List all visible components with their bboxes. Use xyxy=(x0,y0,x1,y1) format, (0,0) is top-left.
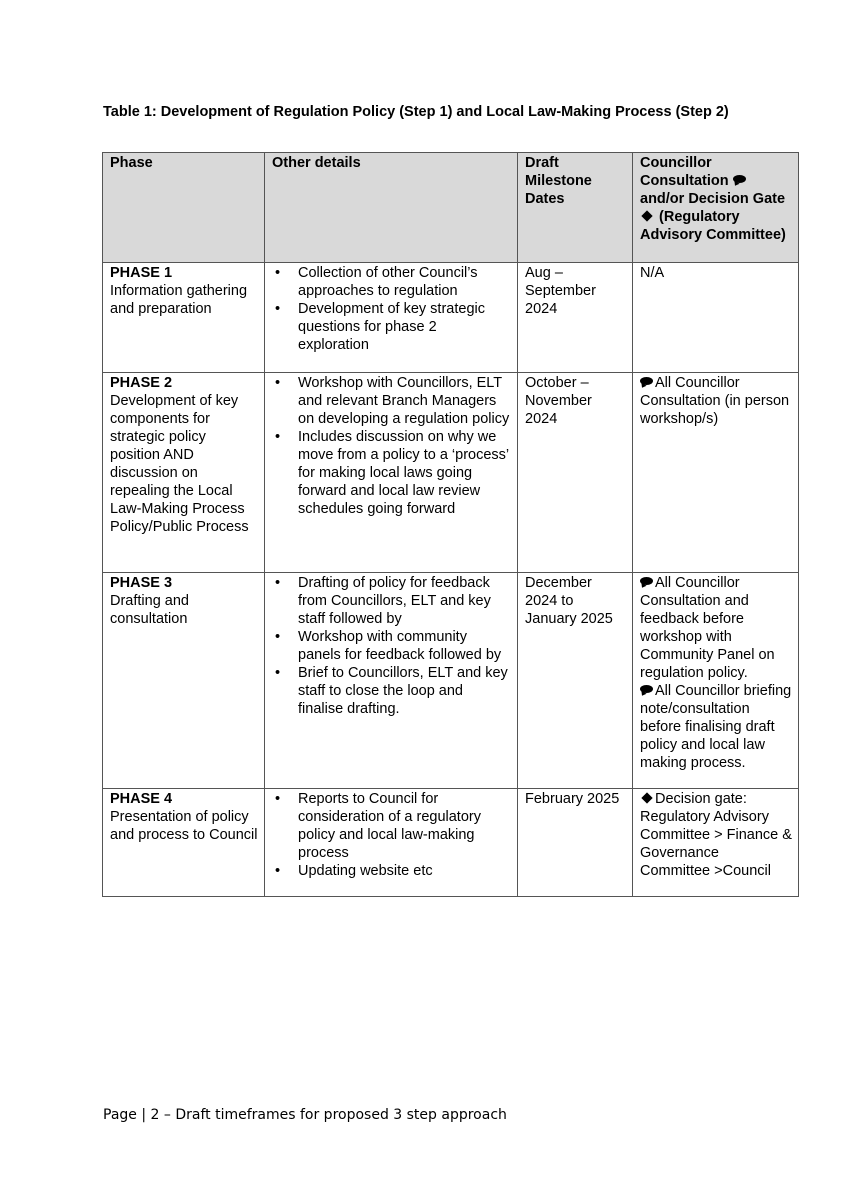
consultation-text: N/A xyxy=(640,265,665,281)
footer-page-word: Page xyxy=(103,1107,137,1123)
table-header-row xyxy=(103,153,799,263)
consultation-item xyxy=(640,574,792,682)
list-item: • Reports to Council for consideration of a regulatory policy and local law-making process xyxy=(272,790,511,862)
dates-cell: October – November 2024 xyxy=(518,373,633,573)
phase-cell xyxy=(103,373,265,573)
list-item: • Workshop with Councillors, ELT and relevant Branch Managers on developing a regulation policy xyxy=(272,374,511,428)
details-cell xyxy=(265,373,518,573)
consultation-cell xyxy=(633,789,799,897)
list-item: • Includes discussion on why we move from a policy to a ‘process’ for making local laws going forward and local law review schedules going forward xyxy=(272,428,511,518)
list-item: • Workshop with community panels for feedback followed by xyxy=(272,628,511,664)
page-footer xyxy=(103,1107,507,1123)
speech-bubble-icon xyxy=(640,577,653,585)
phase-cell xyxy=(103,573,265,789)
header-draft-milestone-dates: Draft Milestone Dates xyxy=(518,153,633,263)
speech-bubble-icon xyxy=(733,175,746,183)
phase-description: Drafting and consultation xyxy=(110,593,189,627)
table-row xyxy=(103,263,799,373)
speech-bubble-icon xyxy=(640,685,653,693)
speech-bubble-icon xyxy=(640,377,653,385)
consultation-cell xyxy=(633,263,799,373)
details-cell xyxy=(265,789,518,897)
details-cell xyxy=(265,573,518,789)
phase-cell xyxy=(103,263,265,373)
table-title: Table 1: Development of Regulation Policy (Step 1) and Local Law-Making Process (Step 2) xyxy=(103,104,729,120)
phase-name: PHASE 1 xyxy=(110,265,173,281)
phase-description: Presentation of policy and process to Council xyxy=(110,809,258,843)
table-row xyxy=(103,573,799,789)
dates-cell: Aug – September 2024 xyxy=(518,263,633,373)
consultation-cell xyxy=(633,373,799,573)
phase-description: Information gathering and preparation xyxy=(110,283,248,317)
diamond-icon xyxy=(641,210,652,221)
dates-cell: February 2025 xyxy=(518,789,633,897)
dates-cell: December 2024 to January 2025 xyxy=(518,573,633,789)
diamond-icon xyxy=(641,792,652,803)
consultation-text: Decision gate: Regulatory Advisory Committee > Finance & Governance Committee >Council xyxy=(640,791,792,879)
footer-caption: – Draft timeframes for proposed 3 step approach xyxy=(163,1107,507,1123)
phase-description: Development of key components for strategic policy position AND discussion on repealing the Local Law-Making Process Policy/Public Process xyxy=(110,393,249,535)
consultation-item xyxy=(640,374,792,428)
consultation-item xyxy=(640,790,792,880)
header-phase: Phase xyxy=(103,153,265,263)
list-item: • Collection of other Council’s approaches to regulation xyxy=(272,264,511,300)
header-consult-text-a: Councillor Consultation xyxy=(640,155,729,189)
footer-separator: | xyxy=(141,1107,147,1123)
list-item: • Development of key strategic questions for phase 2 exploration xyxy=(272,300,511,354)
header-consult-text-b: and/or Decision Gate xyxy=(640,191,786,207)
details-cell xyxy=(265,263,518,373)
phase-name: PHASE 3 xyxy=(110,575,173,591)
regulation-table xyxy=(102,152,799,897)
header-consult-text-c: (Regulatory Advisory Committee) xyxy=(640,209,786,243)
consultation-text: All Councillor briefing note/consultation before finalising draft policy and local law making process. xyxy=(640,683,792,771)
footer-page-number: 2 xyxy=(150,1107,160,1123)
table-row xyxy=(103,373,799,573)
header-other-details: Other details xyxy=(265,153,518,263)
consultation-cell xyxy=(633,573,799,789)
list-item: • Updating website etc xyxy=(272,862,511,880)
header-councillor-consultation xyxy=(633,153,799,263)
consultation-text: All Councillor Consultation and feedback before workshop with Community Panel on regulation policy. xyxy=(640,575,775,681)
list-item: • Drafting of policy for feedback from Councillors, ELT and key staff followed by xyxy=(272,574,511,628)
phase-name: PHASE 2 xyxy=(110,375,173,391)
table-row xyxy=(103,789,799,897)
consultation-text: All Councillor Consultation (in person workshop/s) xyxy=(640,375,790,427)
phase-cell xyxy=(103,789,265,897)
phase-name: PHASE 4 xyxy=(110,791,173,807)
consultation-item xyxy=(640,682,792,772)
list-item: • Brief to Councillors, ELT and key staff to close the loop and finalise drafting. xyxy=(272,664,511,718)
